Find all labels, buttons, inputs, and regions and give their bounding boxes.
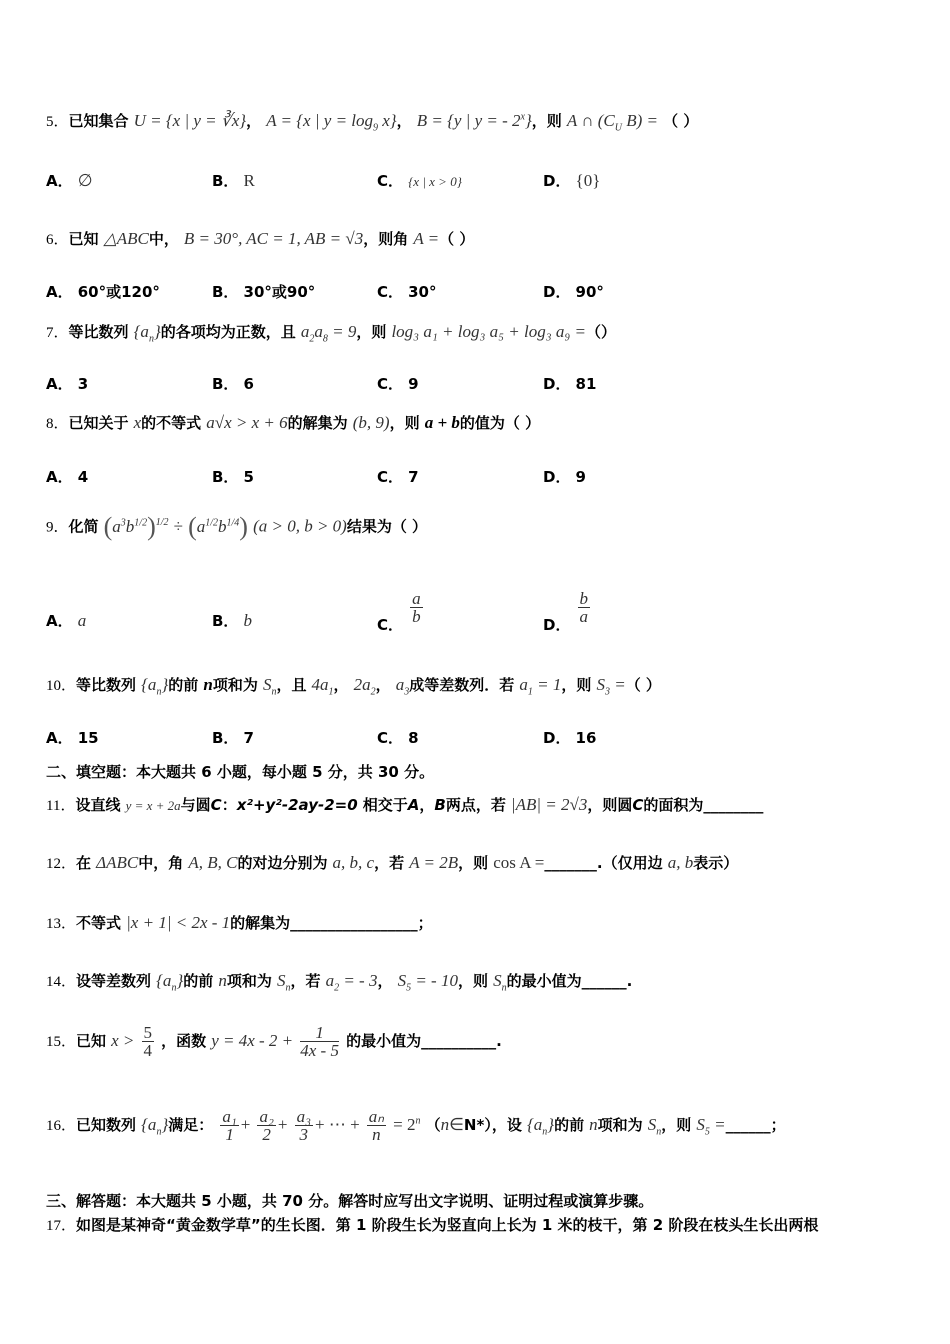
option-b[interactable]: B． 30°或90° xyxy=(212,283,316,301)
option-b[interactable]: B． b xyxy=(212,611,253,630)
option-a[interactable]: A． 3 xyxy=(46,375,89,393)
option-c[interactable]: C． 30° xyxy=(377,283,437,301)
option-d[interactable]: D． 81 xyxy=(543,375,597,393)
question-14: 14．设等差数列 $\{a_n\}$的前 n项和为 $S_n$，若 $a_2$ = - 3， $S_5$ = - 10，则 $S_n$的最小值为______. xyxy=(46,971,633,994)
question-15: 15．已知 x > $\frac{5}{4}$ ，函数 y = 4x - 2 + $\frac{1}{4x - 5}$ 的最小值为__________. xyxy=(46,1023,502,1060)
option-c[interactable]: C． $\frac{a}{b}$ xyxy=(377,589,421,634)
option-d[interactable]: D． {0} xyxy=(543,171,601,190)
option-a[interactable]: A． ∅ xyxy=(46,171,93,190)
set-u: U = {x | y = ∛x} xyxy=(133,111,247,130)
option-c[interactable]: C． {x | x > 0} xyxy=(377,172,462,190)
option-a[interactable]: A． 15 xyxy=(46,729,99,747)
question-10: 10．等比数列 $\{a_n\}$的前 n项和为 $S_n$，且 $4a_1$， $2a_2$， $a_3$成等差数列．若 $a_1 = 1$，则 $S_3$ =（ ） xyxy=(46,675,661,698)
options-10 xyxy=(46,727,916,753)
options-5 xyxy=(46,170,916,196)
question-9: 9．化简 $(a^3b^{1/2})^{1/2} \div (a^{1/2}b^{1/4}) (a > 0$, b > 0)结果为（ ） xyxy=(46,512,428,541)
question-11: 11．设直线 y = x + 2a与圆C：x²+y²-2ay-2=0 相交于A，B两点，若 |AB| = 2√3，则圆C的面积为________ xyxy=(46,795,764,814)
options-7 xyxy=(46,373,916,399)
options-9 xyxy=(46,589,916,634)
question-6: 6．已知 △ABC中， B = 30°, AC = 1, AB = √3，则角 A =（ ） xyxy=(46,229,475,248)
option-d[interactable]: D． 9 xyxy=(543,468,586,486)
option-d[interactable]: D． 16 xyxy=(543,729,597,747)
question-5: 5．已知集合 U = {x | y = ∛x}， A = {x | $y = \log_9 x$}， B = {y | y = - 2$^x$}，则 A ∩ ($C_U$ B) = （ ） xyxy=(46,111,699,134)
option-d[interactable]: D． 90° xyxy=(543,283,604,301)
section-3-heading: 三、解答题：本大题共 5 小题，共 70 分。解答时应写出文字说明、证明过程或演算步骤。 xyxy=(46,1192,654,1210)
option-c[interactable]: C． 7 xyxy=(377,468,419,486)
section-2-heading: 二、填空题：本大题共 6 小题，每小题 5 分，共 30 分。 xyxy=(46,763,435,781)
option-c[interactable]: C． 8 xyxy=(377,729,419,747)
option-d[interactable]: D． $\frac{b}{a}$ xyxy=(543,589,589,634)
option-b[interactable]: B． 7 xyxy=(212,729,254,747)
intersection-expr: A ∩ ($C_U$ B) = xyxy=(566,111,659,134)
set-a: A = {x | $y = \log_9 x$} xyxy=(266,111,397,134)
options-6 xyxy=(46,281,916,307)
question-8: 8．已知关于 x的不等式 a√x > x + 6的解集为 (b, 9)，则 a + b的值为（ ） xyxy=(46,413,541,432)
option-b[interactable]: B． 5 xyxy=(212,468,254,486)
option-a[interactable]: A． 60°或120° xyxy=(46,283,160,301)
option-a[interactable]: A． a xyxy=(46,611,87,630)
option-c[interactable]: C． 9 xyxy=(377,375,419,393)
question-number: 5． xyxy=(46,114,69,130)
option-a[interactable]: A． 4 xyxy=(46,468,89,486)
question-12: 12．在 ΔABC中，角 A, B, C的对边分别为 a, b, c，若 A = 2B，则 cos A =_______.（仅用边 a, b表示） xyxy=(46,853,739,872)
set-b: B = {y | y = - 2$^x$} xyxy=(416,111,532,130)
question-17: 17．如图是某神奇“黄金数学草”的生长图．第 1 阶段生长为竖直向上长为 1 米的枝干，第 2 阶段在枝头生长出两根 xyxy=(46,1216,819,1234)
question-13: 13．不等式 |x + 1| < 2x - 1的解集为_________________； xyxy=(46,913,433,932)
question-16: 16．已知数列 $\{a_n\}$满足： $\frac{\text{a₁}}{1}$ + $\frac{\text{a₂}}{2}$ + $\frac{\text{a₃}}{3}$ + ⋯ + $\frac{\text{aₙ}}{n}$ = $2^n$ （n∈N*），设 $\{a_n\}$的前 n项和为 $S_n$，则 $S_5$ =______； xyxy=(46,1107,786,1144)
options-8 xyxy=(46,466,916,492)
question-7: 7．等比数列 $\{a_n\}$的各项均为正数，且 $a_2a_8 = 9$，则 log₃ a₁ + log₃ a₅ + log₃ a₉ =（） xyxy=(46,322,617,345)
answer-blank[interactable]: _______ xyxy=(544,854,597,872)
option-b[interactable]: B． 6 xyxy=(212,375,254,393)
option-b[interactable]: B． R xyxy=(212,171,255,190)
